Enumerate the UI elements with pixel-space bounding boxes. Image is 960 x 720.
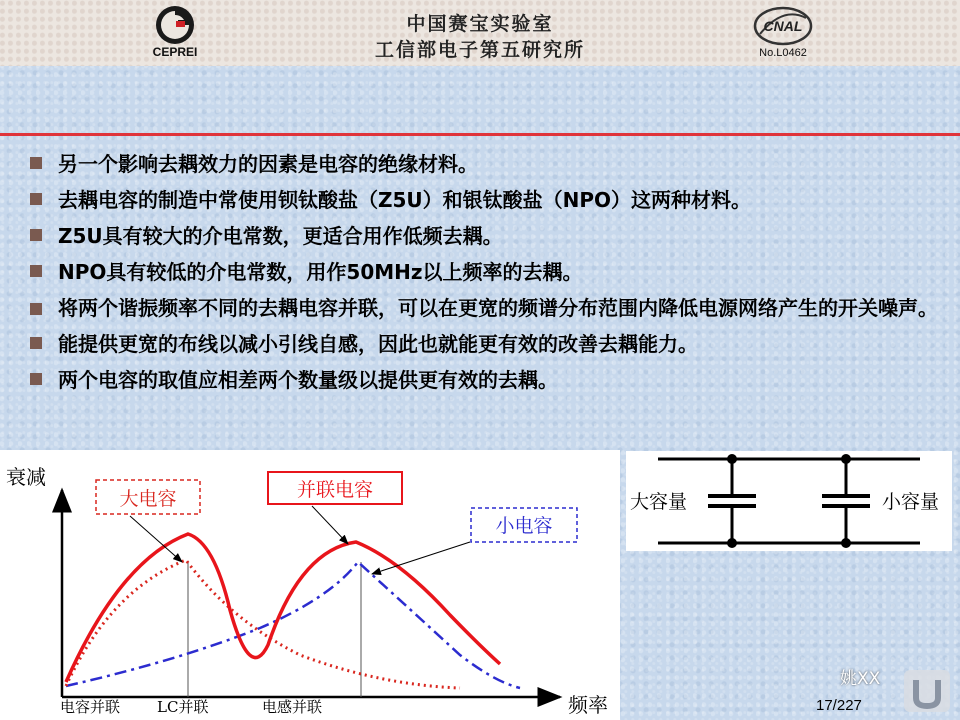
capacitor-circuit-diagram xyxy=(626,451,952,551)
junction-dot xyxy=(727,454,737,464)
small-cap-curve xyxy=(66,562,520,688)
attenuation-diagram xyxy=(0,450,620,720)
header-title-line2: 工信部电子第五研究所 xyxy=(374,39,585,61)
junction-dot xyxy=(727,538,737,548)
bullet-square-icon xyxy=(30,303,42,315)
parallel-cap-label: 并联电容 xyxy=(296,479,374,501)
accreditation-number: No.L0462 xyxy=(759,47,807,59)
x-tick-label: 电容并联 xyxy=(60,698,121,716)
header-title-line1: 中国赛宝实验室 xyxy=(406,13,554,35)
x-tick-label: 电感并联 xyxy=(262,698,323,716)
bullet-item: 去耦电容的制造中常使用钡钛酸盐（Z5U）和银钛酸盐（NPO）这两种材料。 xyxy=(28,182,948,218)
big-cap-label: 大电容 xyxy=(119,488,177,510)
bullet-item: 能提供更宽的布线以减小引线自感，因此也就能更有效的改善去耦能力。 xyxy=(28,326,948,362)
small-cap-label: 小电容 xyxy=(495,515,553,537)
wechat-watermark-icon xyxy=(902,668,952,714)
parallel-cap-curve xyxy=(66,534,500,682)
bullet-square-icon xyxy=(30,157,42,169)
bullet-square-icon xyxy=(30,337,42,349)
small-capacity-label: 小容量 xyxy=(882,491,940,513)
bullet-item: 两个电容的取值应相差两个数量级以提供更有效的去耦。 xyxy=(28,362,948,398)
bullet-square-icon xyxy=(30,229,42,241)
parallel-cap-pointer xyxy=(312,506,348,544)
bullet-item: Z5U具有较大的介电常数，更适合用作低频去耦。 xyxy=(28,218,948,254)
bullet-item: NPO具有较低的介电常数，用作50MHz以上频率的去耦。 xyxy=(28,254,948,290)
bullet-square-icon xyxy=(30,373,42,385)
x-axis-label: 频率 xyxy=(568,693,608,717)
large-capacity-label: 大容量 xyxy=(630,491,688,513)
ceprei-logo-text: CEPREI xyxy=(152,45,198,59)
page-number: 17/227 xyxy=(816,697,862,714)
bullet-item: 将两个谐振频率不同的去耦电容并联，可以在更宽的频谱分布范围内降低电源网络产生的开关噪声。 xyxy=(28,290,948,326)
cnal-logo-mark: CNAL xyxy=(763,18,803,34)
bullet-list xyxy=(28,146,948,398)
y-axis-label: 衰减 xyxy=(6,465,46,489)
bullet-item: 另一个影响去耦效力的因素是电容的绝缘材料。 xyxy=(28,146,948,182)
bullet-square-icon xyxy=(30,193,42,205)
bullet-square-icon xyxy=(30,265,42,277)
x-tick-label: LC并联 xyxy=(157,698,209,716)
big-cap-curve xyxy=(66,560,460,688)
watermark: 姚XX xyxy=(840,669,881,689)
cnal-logo-icon xyxy=(752,4,814,48)
junction-dot xyxy=(841,538,851,548)
junction-dot xyxy=(841,454,851,464)
header-divider xyxy=(0,133,960,136)
slide-header xyxy=(0,0,960,66)
